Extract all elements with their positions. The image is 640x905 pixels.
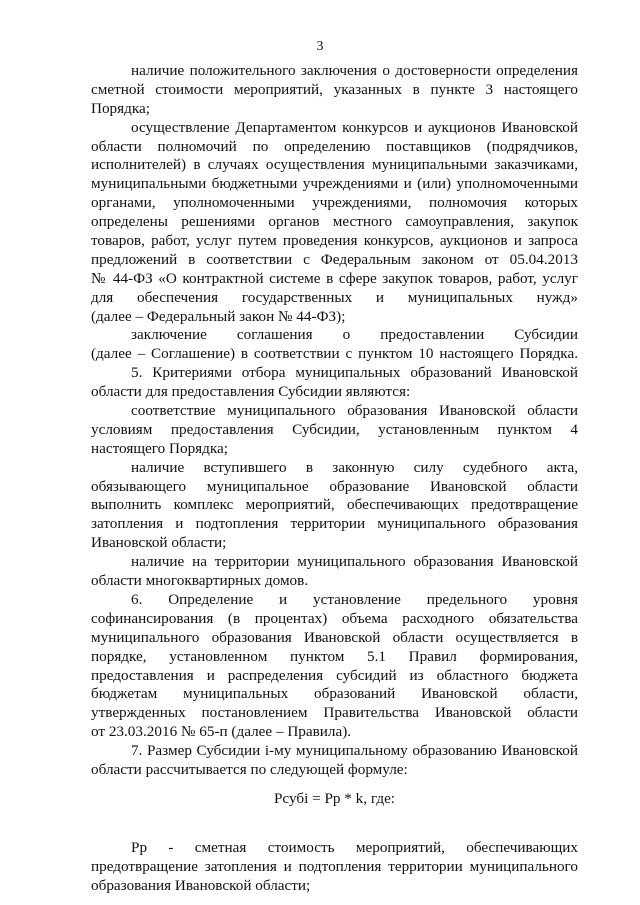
text-line: области для предоставления Субсидии являются: bbox=[91, 383, 411, 401]
text-line: 6. Определение и установление предельного уровня bbox=[131, 590, 578, 608]
text-line: софинансирования (в процентах) объема расходного обязательства bbox=[91, 609, 578, 627]
text-line: органами, уполномоченными учреждениями, полномочия которых bbox=[91, 194, 578, 212]
formula: Рсубi = Рр * k, где: bbox=[273, 789, 396, 807]
text-line: выполнить комплекс мероприятий, обеспечивающих предотвращение bbox=[91, 496, 578, 514]
text-line: (далее – Соглашение) в соответствии с пунктом 10 настоящего Порядка. bbox=[91, 345, 578, 363]
text-line: для обеспечения государственных и муниципальных нужд» bbox=[91, 288, 578, 306]
text-line: Рр - сметная стоимость мероприятий, обеспечивающих bbox=[131, 838, 578, 856]
text-line: предоставления и распределения субсидий из областного бюджета bbox=[91, 666, 578, 684]
text-line: сметной стоимости мероприятий, указанных в пункте 3 настоящего bbox=[91, 80, 578, 98]
text-line: наличие положительного заключения о достоверности определения bbox=[131, 62, 578, 79]
text-line: предложений в соответствии с Федеральным законом от 05.04.2013 bbox=[91, 250, 578, 268]
text-line: осуществление Департаментом конкурсов и аукционов Ивановской bbox=[131, 118, 578, 136]
text-line: обязывающего муниципальное образование Ивановской области bbox=[91, 477, 578, 495]
text-line: затопления и подтопления территории муниципального образования bbox=[91, 515, 578, 533]
text-line: условиям предоставления Субсидии, установленным пунктом 4 bbox=[91, 420, 578, 438]
text-line: Ивановской области; bbox=[91, 534, 227, 552]
text-line: порядке, установленном пунктом 5.1 Правил формирования, bbox=[91, 647, 578, 665]
text-line: определены решениями органов местного самоуправления, закупок bbox=[91, 213, 578, 231]
text-line: предотвращение затопления и подтопления территории муниципального bbox=[91, 857, 578, 875]
text-line: от 23.03.2016 № 65-п (далее – Правила). bbox=[91, 723, 352, 741]
text-line: бюджетам муниципальных образований Ивановской области, bbox=[91, 685, 578, 703]
text-line: утвержденных постановлением Правительства Ивановской области bbox=[91, 704, 578, 722]
text-line: № 44-ФЗ «О контрактной системе в сфере закупок товаров, работ, услуг bbox=[91, 269, 578, 287]
text-line: области многоквартирных домов. bbox=[91, 572, 309, 590]
text-line: наличие на территории муниципального образования Ивановской bbox=[131, 553, 578, 571]
text-line: наличие вступившего в законную силу судебного акта, bbox=[131, 458, 578, 476]
text-line: (далее – Федеральный закон № 44-ФЗ); bbox=[91, 307, 346, 325]
text-line: муниципального образования Ивановской области осуществляется в bbox=[91, 628, 578, 646]
text-line: 5. Критериями отбора муниципальных образований Ивановской bbox=[131, 364, 578, 382]
text-line: настоящего Порядка; bbox=[91, 439, 228, 457]
text-line: исполнителей) в случаях осуществления муниципальными заказчиками, bbox=[91, 156, 578, 174]
text-line: образования Ивановской области; bbox=[91, 876, 311, 894]
document-body bbox=[91, 62, 578, 895]
text-line: заключение соглашения о предоставлении Субсидии bbox=[131, 326, 578, 344]
page-number: 3 bbox=[316, 39, 324, 54]
text-line: товаров, работ, услуг путем проведения конкурсов, аукционов и запроса bbox=[91, 232, 578, 250]
text-line: муниципальными бюджетными учреждениями и (или) уполномоченными bbox=[91, 175, 578, 193]
text-line: соответствие муниципального образования Ивановской области bbox=[131, 402, 578, 420]
text-line: 7. Размер Субсидии i-му муниципальному образованию Ивановской bbox=[131, 742, 578, 760]
text-line: области рассчитывается по следующей формуле: bbox=[91, 760, 408, 778]
text-line: области полномочий по определению поставщиков (подрядчиков, bbox=[91, 137, 578, 155]
text-line: Порядка; bbox=[91, 99, 150, 117]
